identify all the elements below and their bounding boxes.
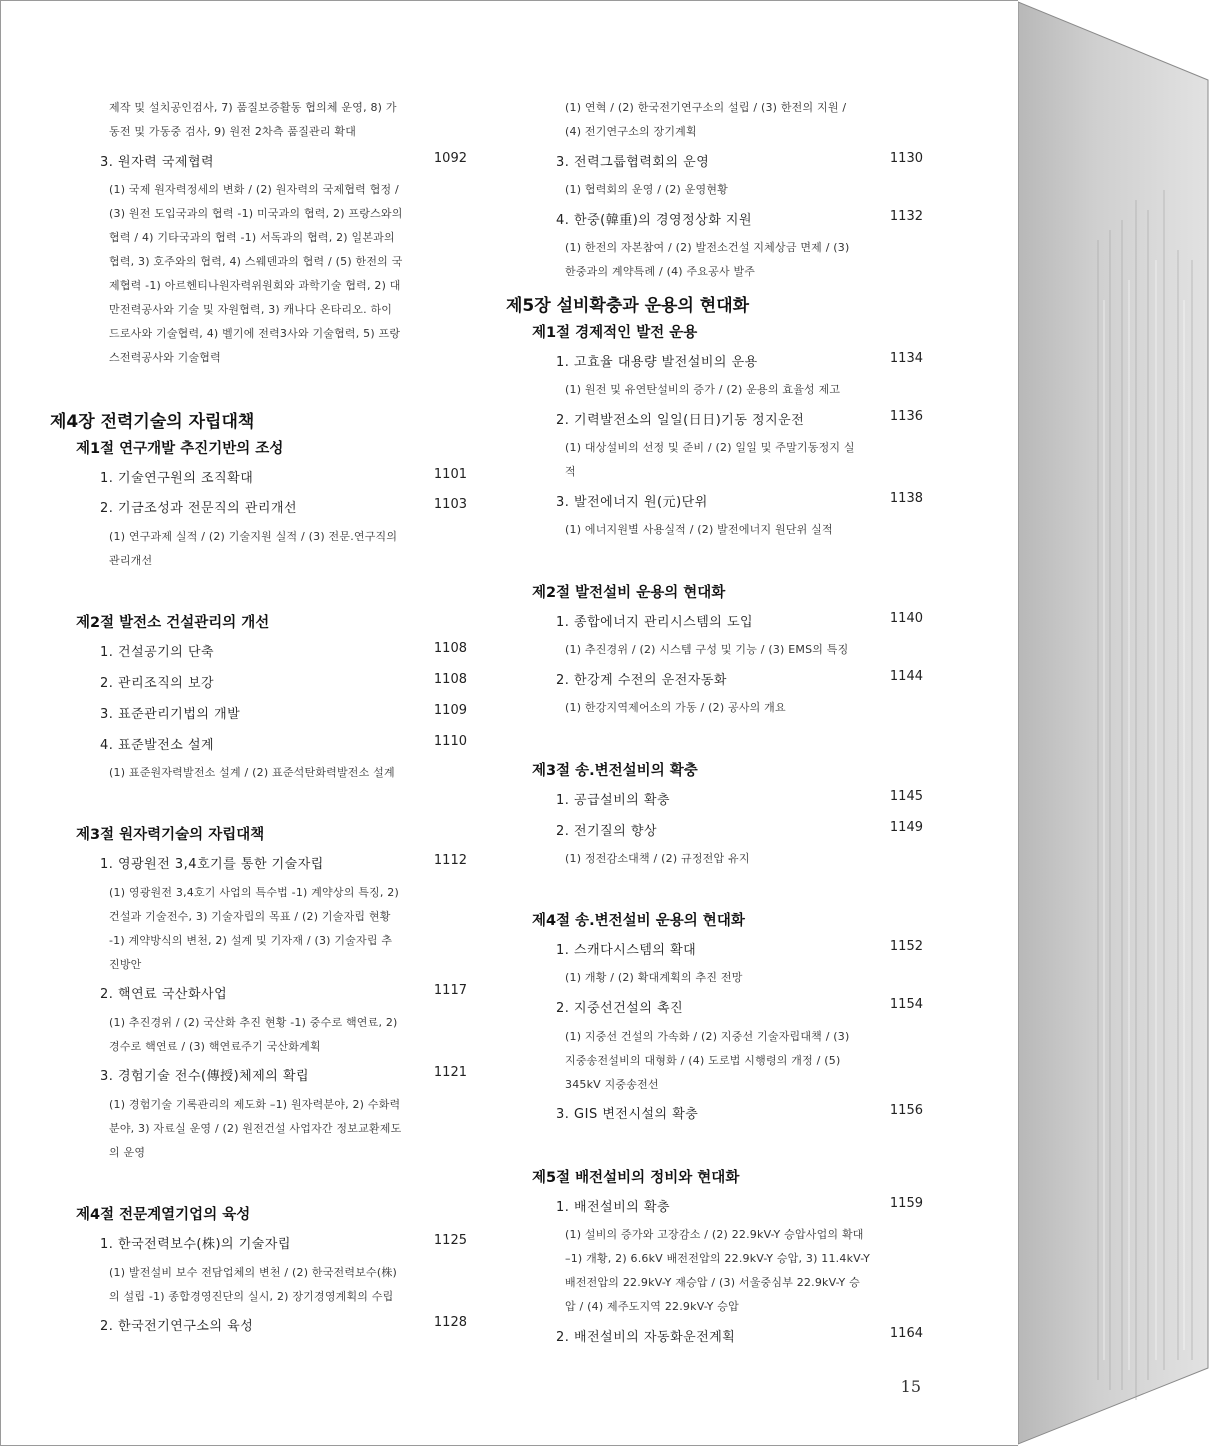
toc-entry: 1. 스캐다시스템의 확대 xyxy=(556,943,697,958)
toc-page-number: 1109 xyxy=(433,703,467,718)
section-heading: 제4절 송.변전설비 운용의 현대화 xyxy=(532,913,745,929)
toc-subentry-text: 협력 / 4) 기타국과의 협력 -1) 서독과의 협력, 2) 일본과의 xyxy=(109,231,395,244)
toc-subentry-text: (1) 추진경위 / (2) 시스템 구성 및 기능 / (3) EMS의 특징 xyxy=(565,643,849,656)
toc-subentry-text: (1) 추진경위 / (2) 국산화 추진 현황 -1) 중수로 핵연료, 2) xyxy=(109,1016,398,1029)
chapter-heading: 제5장 설비확충과 운용의 현대화 xyxy=(506,296,750,316)
toc-subentry-text: –1) 개황, 2) 6.6kV 배전전압의 22.9kV-Y 승압, 3) 11.4kV-Y xyxy=(565,1252,871,1265)
toc-subentry-text: 압 / (4) 제주도지역 22.9kV-Y 승압 xyxy=(565,1300,739,1313)
toc-entry: 2. 지중선건설의 촉진 xyxy=(556,1001,684,1016)
toc-entry: 3. 경험기술 전수(傳授)체제의 확립 xyxy=(100,1069,310,1084)
toc-page-number: 1134 xyxy=(889,351,923,366)
toc-entry: 4. 한중(韓重)의 경영정상화 지원 xyxy=(556,213,753,228)
toc-entry: 1. 한국전력보수(株)의 기술자립 xyxy=(100,1237,291,1252)
toc-page-number: 1164 xyxy=(889,1326,923,1341)
toc-subentry-text: 동전 및 가동중 검사, 9) 원전 2차측 품질관리 확대 xyxy=(109,125,357,138)
toc-entry: 1. 배전설비의 확충 xyxy=(556,1200,671,1215)
toc-subentry-text: 관리개선 xyxy=(109,554,153,567)
toc-page-number: 1159 xyxy=(889,1196,923,1211)
toc-entry: 2. 기력발전소의 일일(日日)기동 정지운전 xyxy=(556,413,805,428)
toc-subentry-text: 드로사와 기술협력, 4) 벨기에 전력3사와 기술협력, 5) 프랑 xyxy=(109,327,401,340)
toc-subentry-text: (3) 원전 도입국과의 협력 -1) 미국과의 협력, 2) 프랑스와의 xyxy=(109,207,403,220)
toc-entry: 2. 한국전기연구소의 육성 xyxy=(100,1319,254,1334)
toc-subentry-text: (1) 에너지원별 사용실적 / (2) 발전에너지 원단위 실적 xyxy=(565,523,833,536)
toc-page-number: 1110 xyxy=(433,734,467,749)
toc-subentry-text: 제작 및 설치공인검사, 7) 품질보증활동 협의체 운영, 8) 가 xyxy=(109,101,397,114)
toc-page-number: 1108 xyxy=(433,672,467,687)
toc-subentry-text: 만전력공사와 기술 및 자원협력, 3) 캐나다 온타리오. 하이 xyxy=(109,303,393,316)
toc-entry: 3. 전력그룹협력회의 운영 xyxy=(556,155,710,170)
toc-subentry-text: (1) 협력회의 운영 / (2) 운영현황 xyxy=(565,183,729,196)
toc-entry: 2. 전기질의 향상 xyxy=(556,824,658,839)
toc-entry: 2. 핵연료 국산화사업 xyxy=(100,987,228,1002)
toc-page-number: 1108 xyxy=(433,641,467,656)
toc-page-number: 1125 xyxy=(433,1233,467,1248)
toc-subentry-text: (1) 개황 / (2) 확대계획의 추진 전망 xyxy=(565,971,743,984)
toc-subentry-text: (1) 국제 원자력정세의 변화 / (2) 원자력의 국제협력 협정 / xyxy=(109,183,399,196)
toc-entry: 1. 고효율 대용량 발전설비의 운용 xyxy=(556,355,758,370)
page-number: 15 xyxy=(900,1377,921,1396)
toc-entry: 2. 관리조직의 보강 xyxy=(100,676,215,691)
toc-page-number: 1144 xyxy=(889,669,923,684)
toc-subentry-text: (1) 정전감소대책 / (2) 규정전압 유지 xyxy=(565,852,750,865)
book-page-edges xyxy=(1018,0,1215,1446)
toc-page-number: 1154 xyxy=(889,997,923,1012)
toc-entry: 3. 표준관리기법의 개발 xyxy=(100,707,241,722)
toc-subentry-text: (1) 한강지역제어소의 가동 / (2) 공사의 개요 xyxy=(565,701,786,714)
toc-entry: 1. 기술연구원의 조직확대 xyxy=(100,471,254,486)
toc-subentry-text: 의 운영 xyxy=(109,1146,146,1159)
section-heading: 제1절 경제적인 발전 운용 xyxy=(532,325,698,341)
toc-entry: 4. 표준발전소 설계 xyxy=(100,738,215,753)
toc-subentry-text: (1) 경험기술 기록관리의 제도화 –1) 원자력분야, 2) 수화력 xyxy=(109,1098,401,1111)
toc-subentry-text: (1) 설비의 증가와 고장감소 / (2) 22.9kV-Y 승압사업의 확대 xyxy=(565,1228,864,1241)
toc-page-number: 1092 xyxy=(433,151,467,166)
toc-subentry-text: (1) 한전의 자본참여 / (2) 발전소건설 지체상금 면제 / (3) xyxy=(565,241,850,254)
toc-subentry-text: (1) 대상설비의 선정 및 준비 / (2) 일일 및 주말기동정지 실 xyxy=(565,441,855,454)
toc-subentry-text: 진방안 xyxy=(109,958,142,971)
toc-entry: 3. 원자력 국제협력 xyxy=(100,155,215,170)
section-heading: 제2절 발전설비 운용의 현대화 xyxy=(532,585,726,601)
toc-page-number: 1145 xyxy=(889,789,923,804)
toc-page-number: 1138 xyxy=(889,491,923,506)
toc-subentry-text: 협력, 3) 호주와의 협력, 4) 스웨덴과의 협력 / (5) 한전의 국 xyxy=(109,255,403,268)
toc-subentry-text: (1) 표준원자력발전소 설계 / (2) 표준석탄화력발전소 설계 xyxy=(109,766,395,779)
toc-entry: 2. 기금조성과 전문직의 관리개선 xyxy=(100,501,298,516)
toc-subentry-text: 345kV 지중송전선 xyxy=(565,1078,659,1091)
toc-subentry-text: 스전력공사와 기술협력 xyxy=(109,351,221,364)
section-heading: 제5절 배전설비의 정비와 현대화 xyxy=(532,1170,740,1186)
toc-page-number: 1103 xyxy=(433,497,467,512)
toc-entry: 1. 공급설비의 확충 xyxy=(556,793,671,808)
toc-page-number: 1112 xyxy=(433,853,467,868)
toc-subentry-text: 한중과의 계약특례 / (4) 주요공사 발주 xyxy=(565,265,756,278)
toc-page-number: 1140 xyxy=(889,611,923,626)
toc-subentry-text: 의 설립 -1) 종합경영진단의 실시, 2) 장기경영계획의 수립 xyxy=(109,1290,394,1303)
section-heading: 제3절 원자력기술의 자립대책 xyxy=(76,827,265,843)
toc-subentry-text: -1) 계약방식의 변천, 2) 설계 및 기자재 / (3) 기술자립 추 xyxy=(109,934,393,947)
toc-subentry-text: 분야, 3) 자료실 운영 / (2) 원전건설 사업자간 정보교환제도 xyxy=(109,1122,402,1135)
toc-entry: 1. 영광원전 3,4호기를 통한 기술자립 xyxy=(100,857,324,872)
toc-page-number: 1101 xyxy=(433,467,467,482)
toc-page-number: 1149 xyxy=(889,820,923,835)
toc-page-number: 1136 xyxy=(889,409,923,424)
toc-entry: 1. 건설공기의 단축 xyxy=(100,645,215,660)
toc-entry: 2. 한강계 수전의 운전자동화 xyxy=(556,673,727,688)
toc-page-number: 1117 xyxy=(433,983,467,998)
toc-page-number: 1121 xyxy=(433,1065,467,1080)
toc-page-number: 1132 xyxy=(889,209,923,224)
toc-subentry-text: 제협력 -1) 아르헨티나원자력위원회와 과학기술 협력, 2) 대 xyxy=(109,279,401,292)
toc-page-number: 1130 xyxy=(889,151,923,166)
toc-page-number: 1128 xyxy=(433,1315,467,1330)
toc-subentry-text: 지중송전설비의 대형화 / (4) 도로법 시행령의 개정 / (5) xyxy=(565,1054,841,1067)
chapter-heading: 제4장 전력기술의 자립대책 xyxy=(50,412,255,432)
toc-subentry-text: 배전전압의 22.9kV-Y 재승압 / (3) 서울중심부 22.9kV-Y 승 xyxy=(565,1276,860,1289)
toc-entry: 3. GIS 변전시설의 확충 xyxy=(556,1107,699,1122)
section-heading: 제4절 전문계열기업의 육성 xyxy=(76,1207,251,1223)
toc-entry: 2. 배전설비의 자동화운전계획 xyxy=(556,1330,736,1345)
section-heading: 제3절 송.변전설비의 확충 xyxy=(532,763,698,779)
toc-subentry-text: 경수로 핵연료 / (3) 핵연료주기 국산화계획 xyxy=(109,1040,321,1053)
toc-page-number: 1156 xyxy=(889,1103,923,1118)
toc-subentry-text: 적 xyxy=(565,465,576,478)
section-heading: 제2절 발전소 건설관리의 개선 xyxy=(76,615,270,631)
toc-page-number: 1152 xyxy=(889,939,923,954)
toc-subentry-text: (1) 연혁 / (2) 한국전기연구소의 설립 / (3) 한전의 지원 / xyxy=(565,101,847,114)
toc-subentry-text: (1) 원전 및 유연탄설비의 증가 / (2) 운용의 효율성 제고 xyxy=(565,383,841,396)
toc-subentry-text: (1) 연구과제 실적 / (2) 기술지원 실적 / (3) 전문.연구직의 xyxy=(109,530,398,543)
toc-subentry-text: (1) 지중선 건설의 가속화 / (2) 지중선 기술자립대책 / (3) xyxy=(565,1030,850,1043)
toc-subentry-text: (1) 발전설비 보수 전담업체의 변천 / (2) 한국전력보수(株) xyxy=(109,1266,398,1279)
toc-subentry-text: (4) 전기연구소의 장기계획 xyxy=(565,125,697,138)
toc-entry: 3. 발전에너지 원(元)단위 xyxy=(556,495,708,510)
toc-subentry-text: (1) 영광원전 3,4호기 사업의 특수법 -1) 계약상의 특징, 2) xyxy=(109,886,399,899)
section-heading: 제1절 연구개발 추진기반의 조성 xyxy=(76,441,284,457)
toc-entry: 1. 종합에너지 관리시스템의 도입 xyxy=(556,615,754,630)
toc-subentry-text: 건설과 기술전수, 3) 기술자립의 목표 / (2) 기술자립 현황 xyxy=(109,910,391,923)
